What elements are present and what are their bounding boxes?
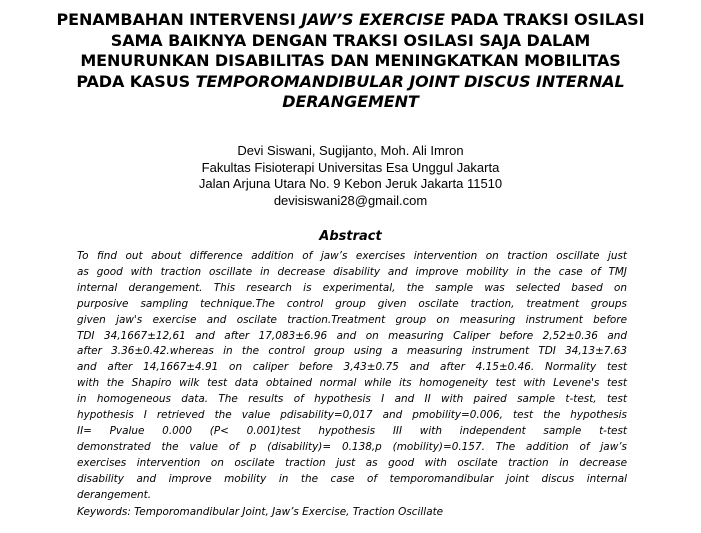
email: devisiswani28@gmail.com (273, 192, 428, 208)
abstract-line: TDI 34,1667±12,61 and after 17,083±6.96 and on measuring Caliper before 2,52±0.36 and (77, 329, 627, 342)
abstract-line: after 3.36±0.42.whereas in the control group using a measuring instrument TDI 34,13±7.63 (77, 345, 627, 358)
paper-title (14, 10, 687, 113)
keywords: Keywords: Temporomandibular Joint, Jaw’s Exercise, Traction Oscillate (77, 506, 444, 518)
abstract-line: disability and improve mobility in the case of temporomandibular joint discus internal (77, 472, 627, 485)
affiliation: Fakultas Fisioterapi Universitas Esa Unggul Jakarta (201, 159, 500, 175)
abstract-line: purposive sampling technique.The control group given oscilate traction, treatment groups (77, 297, 627, 310)
abstract-line: with the Shapiro wilk test data obtained normal while its homogeneity test with Levene's test (77, 377, 627, 390)
title-line-2: SAMA BAIKNYA DENGAN TRAKSI OSILASI SAJA DALAM (110, 30, 591, 50)
abstract-line: hypothesis I retrieved the value pdisability=0,017 and pmobility=0.006, test the hypothesis (77, 409, 627, 422)
address: Jalan Arjuna Utara No. 9 Kebon Jeruk Jakarta 11510 (198, 176, 503, 191)
abstract-line: demonstrated the value of p (disability)= 0.138,p (mobility)=0.157. The addition of jaw’s (77, 440, 627, 453)
abstract-line: and after 14,1667±4.91 on caliper before 3,43±0.75 and after 4.15±0.46. Normality test (77, 361, 627, 374)
abstract-line: as good with traction oscillate in decrease disability and improve mobility in the case of TMJ (77, 265, 627, 278)
abstract-heading: Abstract (319, 229, 382, 244)
abstract-line: internal derangement. This research is experimental, the sample was selected based on (77, 281, 627, 294)
abstract-line: derangement. (77, 488, 152, 501)
author-names: Devi Siswani, Sugijanto, Moh. Ali Imron (237, 143, 464, 158)
title-line-3: MENURUNKAN DISABILITAS DAN MENINGKATKAN MOBILITAS (80, 51, 621, 70)
title-line-5: DERANGEMENT (282, 92, 419, 111)
title-line-1: PENAMBAHAN INTERVENSI JAW’S EXERCISE PADA TRAKSI OSILASI (56, 10, 645, 29)
abstract-body (77, 249, 627, 504)
abstract-line: To find out about difference addition of jaw’s exercises intervention on traction oscillate just (77, 250, 627, 262)
abstract-line: given jaw's exercise and oscilate traction.Treatment group on measuring instrument before (77, 313, 627, 326)
author-block (100, 143, 601, 209)
title-line-4: PADA KASUS TEMPOROMANDIBULAR JOINT DISCUS INTERNAL (76, 71, 625, 91)
abstract-line: in homogeneous data. The results of hypothesis I and II with paired sample t-test, test (77, 393, 627, 406)
abstract-line: II= Pvalue 0.000 (P< 0.001)test hypothesis III with independent sample t-test (77, 424, 627, 437)
abstract-line: exercises intervention on oscilate traction just as good with oscilate traction in decrease (77, 456, 627, 469)
